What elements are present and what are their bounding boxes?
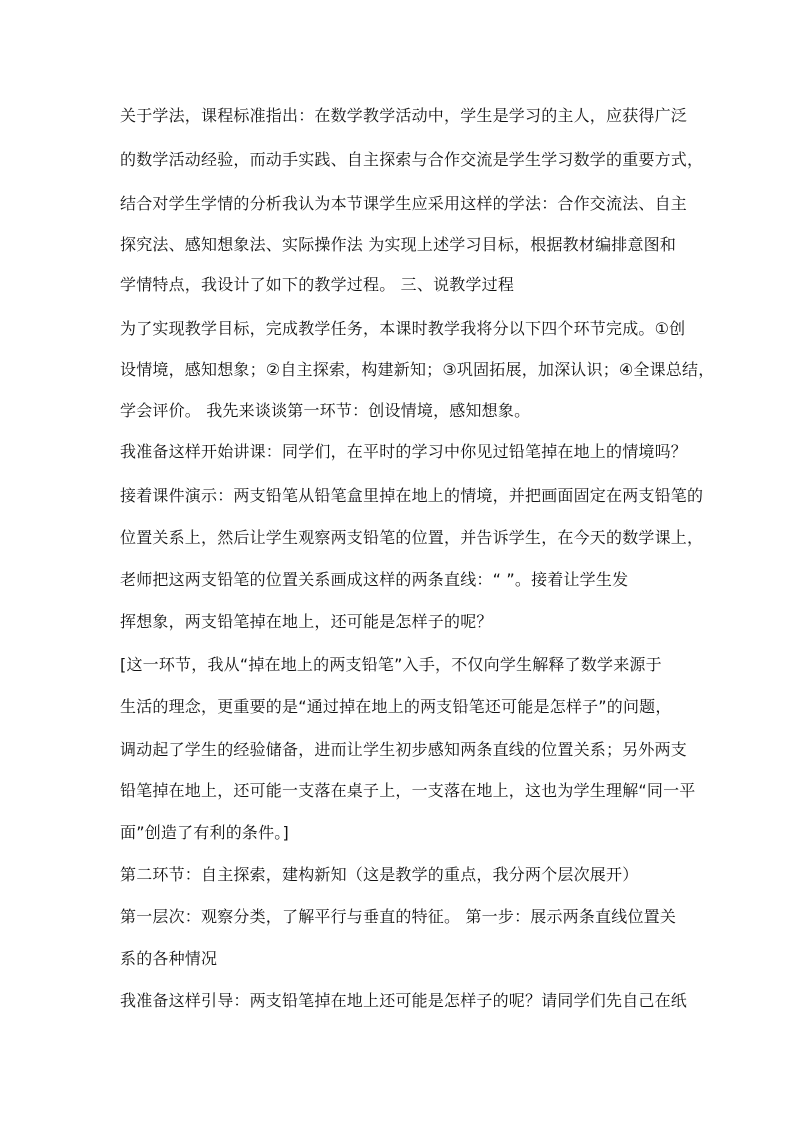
text-line: 设情境，感知想象；②自主探索，构建新知；③巩固拓展，加深认识；④全课总结，: [120, 360, 715, 379]
text-line: 为了实现教学目标，完成教学任务，本课时教学我将分以下四个环节完成。①创: [120, 319, 686, 338]
text-line: 探究法、感知想象法、实际操作法 为实现上述学习目标，根据教材编排意图和: [120, 235, 677, 254]
text-line: 老师把这两支铅笔的位置关系画成这样的两条直线：“ ”。接着让学生发: [120, 570, 629, 589]
text-line: 生活的理念，更重要的是“通过掉在地上的两支铅笔还可能是怎样子”的问题，: [120, 697, 672, 716]
text-line: 挥想象，两支铅笔掉在地上，还可能是怎样子的呢？: [120, 612, 493, 631]
text-line: 铅笔掉在地上，还可能一支落在桌子上，一支落在地上，这也为学生理解“同一平: [120, 781, 696, 800]
text-line: 学情特点，我设计了如下的教学过程。 三、说教学过程: [120, 275, 515, 294]
text-line: 关于学法，课程标准指出：在数学教学活动中，学生是学习的主人，应获得广泛: [120, 106, 688, 125]
text-line: 第二环节：自主探索，建构新知（这是教学的重点，我分两个层次展开）: [120, 865, 639, 884]
text-line: 接着课件演示：两支铅笔从铅笔盒里掉在地上的情境，并把画面固定在两支铅笔的: [120, 486, 704, 505]
text-line: 我准备这样开始讲课：同学们，在平时的学习中你见过铅笔掉在地上的情境吗？: [120, 442, 688, 461]
text-line: 的数学活动经验，而动手实践、自主探索与合作交流是学生学习数学的重要方式，: [120, 150, 704, 169]
text-line: 第一层次：观察分类，了解平行与垂直的特征。 第一步：展示两条直线位置关: [120, 907, 677, 926]
text-line: 系的各种情况: [120, 949, 218, 968]
text-line: 位置关系上，然后让学生观察两支铅笔的位置，并告诉学生，在今天的数学课上，: [120, 528, 704, 547]
text-line: 调动起了学生的经验储备，进而让学生初步感知两条直线的位置关系；另外两支: [120, 740, 688, 759]
text-line: 结合对学生学情的分析我认为本节课学生应采用这样的学法：合作交流法、自主: [120, 194, 688, 213]
text-line: [这一环节，我从“掉在地上的两支铅笔”入手，不仅向学生解释了数学来源于: [120, 655, 662, 674]
text-line: 我准备这样引导：两支铅笔掉在地上还可能是怎样子的呢？请同学们先自己在纸: [120, 991, 688, 1010]
text-line: 学会评价。 我先来谈谈第一环节：创设情境，感知想象。: [120, 401, 531, 420]
text-line: 面”创造了有利的条件。]: [120, 823, 289, 842]
